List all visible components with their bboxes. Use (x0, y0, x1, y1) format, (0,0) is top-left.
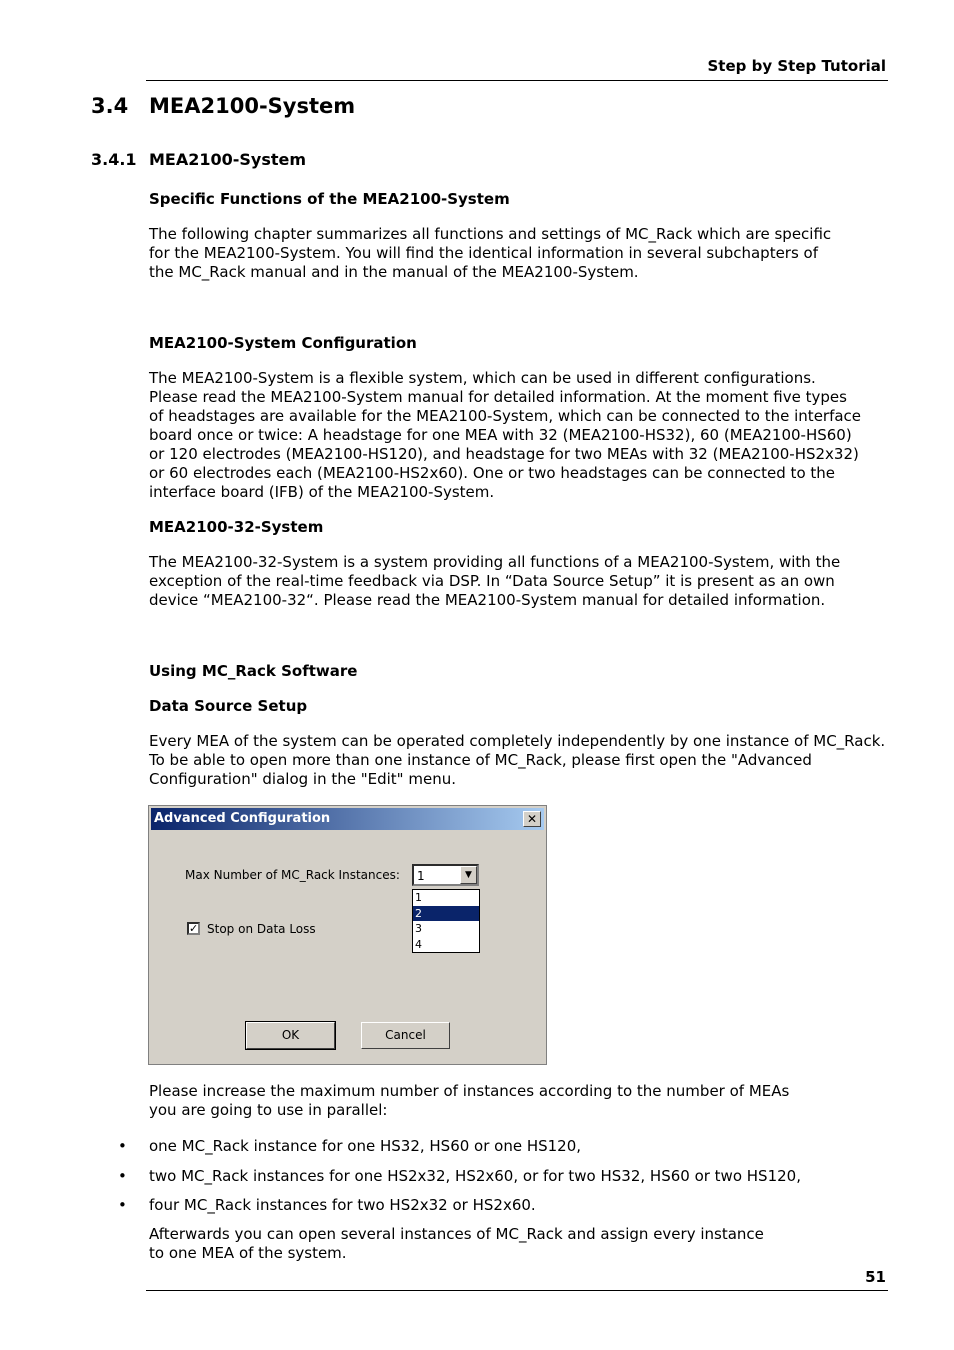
bullet-glyph: • (118, 1196, 127, 1214)
heading-specific-functions: Specific Functions of the MEA2100-System (149, 190, 510, 208)
paragraph-afterwards: Afterwards you can open several instances of MC_Rack and assign every instance to one MEA of the system. (149, 1225, 764, 1262)
running-header: Step by Step Tutorial (707, 57, 886, 75)
page-number: 51 (865, 1268, 886, 1286)
bullet-glyph: • (118, 1167, 127, 1185)
heading-data-source-setup: Data Source Setup (149, 697, 308, 715)
subsection-number: 3.4.1 (91, 150, 137, 169)
heading-using-mc-rack: Using MC_Rack Software (149, 662, 358, 680)
list-item: two MC_Rack instances for one HS2x32, HS2x60, or for two HS32, HS60 or two HS120, (149, 1167, 801, 1185)
stop-on-data-loss-label[interactable]: Stop on Data Loss (207, 922, 316, 936)
paragraph-system-configuration: The MEA2100-System is a flexible system, which can be used in different configurations. Please read the MEA2100-System manual for detailed information. At the moment five types of headstages are available for the MEA2100-System, which can be connected to the interface board once or twice: A headstage for one MEA with 32 (MEA2100-HS32), 60 (MEA2100-HS60) or 120 electrodes (MEA2100-HS120), and headstage for two MEAs with 32 (MEA2100-HS2x32) or 60 electrodes each (MEA2100-HS2x60). One or two headstages can be connected to the interface board (IFB) of the MEA2100-System. (149, 369, 862, 501)
dropdown-option[interactable]: 3 (415, 922, 422, 935)
ok-button[interactable]: OK (246, 1022, 335, 1049)
bullet-glyph: • (118, 1137, 127, 1155)
paragraph-data-source-setup: Every MEA of the system can be operated completely independently by one instance of MC_Rack. To be able to open more than one instance of MC_Rack, please first open the "Advanced Configuration" dialog in the "Edit" menu. (149, 732, 886, 788)
paragraph-increase-instances: Please increase the maximum number of instances according to the number of MEAs you are going to use in parallel: (149, 1082, 790, 1119)
instances-dropdown-list (412, 889, 480, 953)
list-item: four MC_Rack instances for two HS2x32 or HS2x60. (149, 1196, 536, 1214)
list-item: one MC_Rack instance for one HS32, HS60 or one HS120, (149, 1137, 582, 1155)
close-icon[interactable]: ✕ (523, 811, 541, 827)
cancel-button[interactable]: Cancel (361, 1022, 450, 1049)
combobox-value: 1 (417, 869, 425, 883)
section-number: 3.4 (91, 94, 129, 118)
subsection-title: MEA2100-System (149, 150, 307, 169)
chevron-down-icon[interactable]: ▼ (460, 866, 477, 884)
header-rule (146, 80, 888, 81)
paragraph-specific-functions: The following chapter summarizes all functions and settings of MC_Rack which are specific for the MEA2100-System. You will find the identical information in several subchapters of the MC_Rack manual and in the manual of the MEA2100-System. (149, 225, 832, 281)
section-title: MEA2100-System (149, 94, 356, 118)
max-instances-label: Max Number of MC_Rack Instances: (185, 868, 400, 882)
dialog-title-bar (151, 808, 544, 830)
heading-mea2100-32: MEA2100-32-System (149, 518, 324, 536)
paragraph-mea2100-32: The MEA2100-32-System is a system providing all functions of a MEA2100-System, with the exception of the real-time feedback via DSP. In “Data Source Setup” it is present as an own device “MEA2100-32“. Please read the MEA2100-System manual for detailed information. (149, 553, 841, 609)
footer-rule (146, 1290, 888, 1291)
dropdown-option-selected[interactable]: 2 (413, 906, 479, 922)
dialog-title: Advanced Configuration (154, 811, 331, 826)
max-instances-combobox[interactable] (412, 864, 479, 886)
advanced-configuration-dialog (148, 805, 547, 1065)
dropdown-option[interactable]: 4 (415, 937, 422, 951)
heading-system-configuration: MEA2100-System Configuration (149, 334, 417, 352)
stop-on-data-loss-checkbox[interactable]: ✓ (189, 922, 199, 935)
dropdown-option[interactable]: 1 (415, 891, 422, 904)
